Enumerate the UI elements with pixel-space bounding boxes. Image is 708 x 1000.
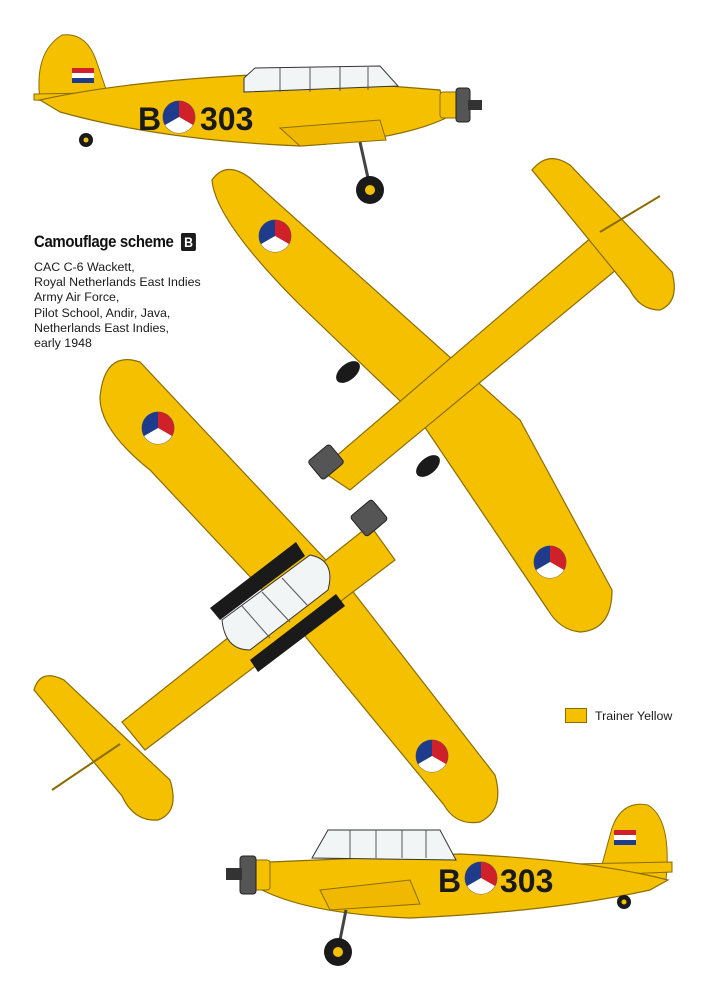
bottom-side-serial: 303 — [500, 863, 554, 899]
scheme-heading — [34, 232, 263, 252]
description-line: Pilot School, Andir, Java, — [34, 305, 171, 320]
scheme-info — [34, 232, 294, 351]
description-line: early 1948 — [34, 336, 92, 351]
side-view-top — [34, 35, 482, 204]
color-legend — [565, 708, 672, 723]
description-line: Army Air Force, — [34, 290, 120, 305]
bottom-side-code-letter: B — [438, 863, 462, 899]
trainer-yellow-swatch — [565, 708, 587, 723]
legend-label: Trainer Yellow — [595, 708, 673, 723]
scheme-description — [34, 260, 294, 351]
top-side-code-letter: B — [138, 101, 162, 137]
scheme-letter-badge: B — [181, 233, 197, 251]
side-view-bottom — [226, 804, 672, 966]
scheme-title: Camouflage scheme — [34, 232, 174, 251]
description-line: Royal Netherlands East Indies — [34, 275, 201, 290]
description-line: CAC C-6 Wackett, — [34, 260, 135, 274]
top-side-serial: 303 — [200, 101, 254, 137]
description-line: Netherlands East Indies, — [34, 320, 169, 335]
